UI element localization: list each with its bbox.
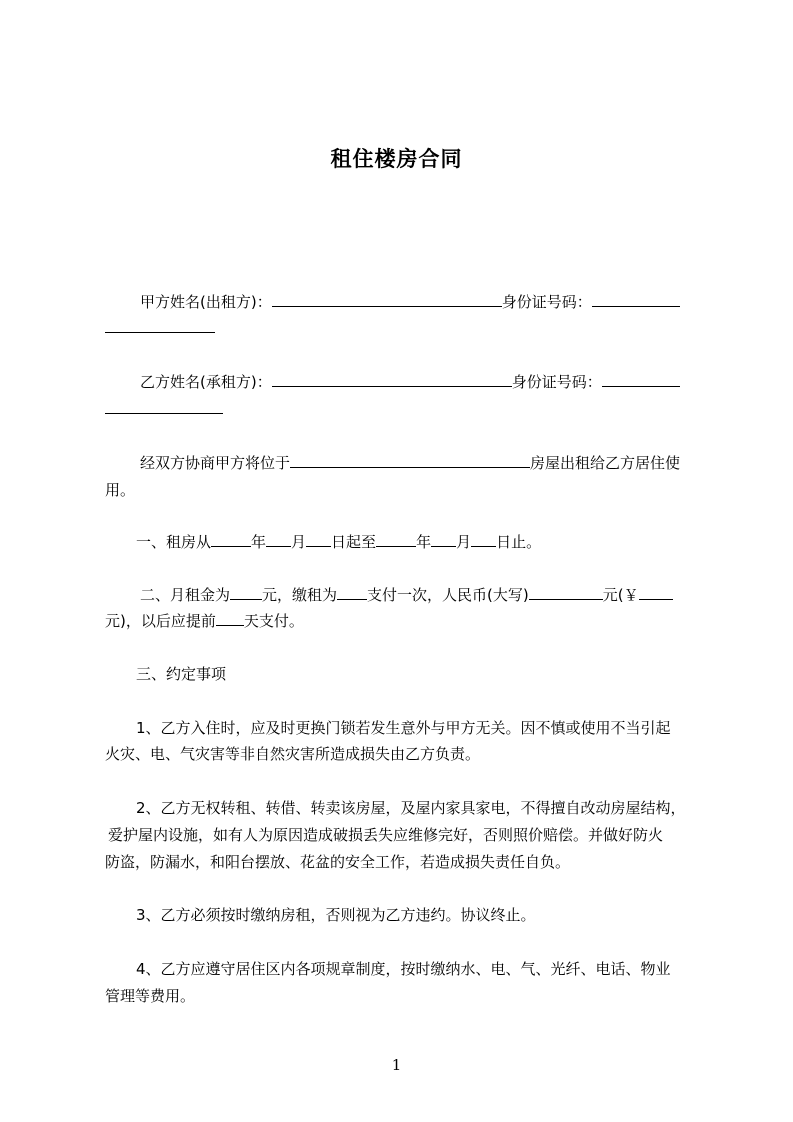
rmb-figure-blank[interactable]	[639, 585, 673, 600]
party-a-id-label: 身份证号码：	[501, 293, 592, 311]
party-a-name-blank[interactable]	[272, 292, 502, 307]
location-suffix: 房屋出租给乙方居住使	[530, 454, 681, 472]
location-wrap: 用。	[105, 481, 136, 499]
start-day-blank[interactable]	[306, 532, 331, 547]
rmb-amount-blank[interactable]	[529, 585, 603, 600]
item-4-line-1: 4、乙方应遵守居住区内各项规章制度，按时缴纳水、电、气、光纤、电话、物业	[136, 960, 671, 978]
item-2-line-1: 2、乙方无权转租、转借、转卖该房屋，及屋内家具家电，不得擅自改动房屋结构，	[136, 799, 686, 817]
rent-line	[140, 585, 740, 605]
term-text-7: 日止。	[496, 533, 542, 551]
party-a-line	[140, 292, 740, 312]
rent-text-3: 支付一次，人民币(大写)	[367, 586, 529, 604]
party-b-line	[140, 372, 740, 392]
page-number: 1	[391, 1056, 402, 1074]
location-line	[140, 453, 740, 473]
item-2-line-3: 防盗，防漏水，和阳台摆放、花盆的安全工作，若造成损失责任自负。	[105, 853, 571, 871]
party-a-id-blank-cont[interactable]	[105, 318, 215, 333]
term-text-5: 年	[416, 533, 432, 551]
item-4-line-2: 管理等费用。	[105, 987, 196, 1005]
term-text-1: 一、租房从	[136, 533, 212, 551]
item-3-line: 3、乙方必须按时缴纳房租，否则视为乙方违约。协议终止。	[136, 906, 536, 924]
term-text-4: 日起至	[331, 533, 377, 551]
party-b-id-blank[interactable]	[602, 372, 680, 387]
rent-text-4: 元(￥	[602, 586, 639, 604]
end-year-blank[interactable]	[376, 532, 416, 547]
end-day-blank[interactable]	[471, 532, 496, 547]
party-b-id-blank-cont[interactable]	[105, 399, 223, 414]
party-a-line-2	[105, 318, 705, 338]
payment-cycle-blank[interactable]	[337, 585, 367, 600]
item-1-line-2: 火灾、电、气灾害等非自然灾害所造成损失由乙方负责。	[105, 745, 481, 763]
rent-text-6: 天支付。	[243, 612, 304, 630]
party-b-id-label: 身份证号码：	[511, 373, 602, 391]
term-text-6: 月	[456, 533, 472, 551]
document-title: 租住楼房合同	[330, 147, 463, 171]
item-1-line-1: 1、乙方入住时，应及时更换门锁若发生意外与甲方无关。因不慎或使用不当引起	[136, 719, 671, 737]
party-a-id-blank[interactable]	[592, 292, 680, 307]
advance-days-blank[interactable]	[216, 611, 244, 626]
monthly-rent-blank[interactable]	[230, 585, 262, 600]
rent-text-1: 二、月租金为	[140, 586, 231, 604]
section-3-heading: 三、约定事项	[136, 665, 227, 683]
location-prefix: 经双方协商甲方将位于	[140, 454, 291, 472]
start-year-blank[interactable]	[211, 532, 251, 547]
rent-text-2: 元，缴租为	[262, 586, 338, 604]
term-text-3: 月	[291, 533, 307, 551]
item-2-line-2: 爱护屋内设施，如有人为原因造成破损丢失应维修完好，否则照价赔偿。并做好防火	[108, 826, 664, 844]
party-a-label: 甲方姓名(出租方)：	[140, 293, 272, 311]
end-month-blank[interactable]	[431, 532, 456, 547]
party-b-line-2	[105, 399, 705, 419]
start-month-blank[interactable]	[266, 532, 291, 547]
location-blank[interactable]	[290, 453, 530, 468]
party-b-label: 乙方姓名(承租方)：	[140, 373, 272, 391]
rent-text-5: 元)，以后应提前	[105, 612, 216, 630]
term-line	[136, 532, 736, 552]
rent-line-2	[105, 611, 705, 631]
party-b-name-blank[interactable]	[272, 372, 512, 387]
term-text-2: 年	[251, 533, 267, 551]
